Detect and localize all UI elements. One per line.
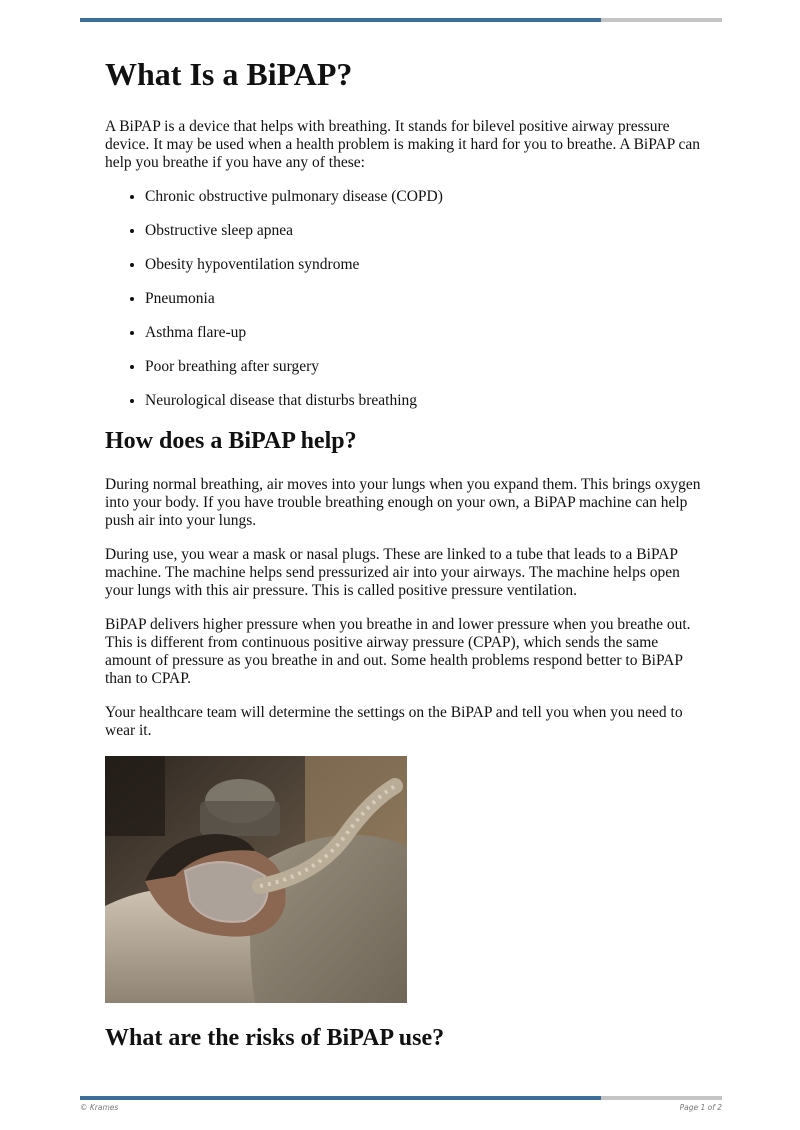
photo-illustration <box>105 756 407 1003</box>
header-rule-blue <box>80 18 601 22</box>
list-item: • Poor breathing after surgery <box>145 358 701 376</box>
footer-rule-blue <box>80 1096 601 1100</box>
list-item: • Pneumonia <box>145 290 701 308</box>
list-item: • Chronic obstructive pulmonary disease (COPD) <box>145 188 701 206</box>
copyright-text: © Krames <box>80 1103 119 1112</box>
bipap-patient-photo <box>105 756 407 1003</box>
footer-rule-gray <box>601 1096 722 1100</box>
footer-rule <box>80 1096 722 1100</box>
body-paragraph: Your healthcare team will determine the settings on the BiPAP and tell you when you need to wear it. <box>105 704 683 739</box>
list-item: • Asthma flare-up <box>145 324 701 342</box>
page-title: What Is a BiPAP? <box>105 56 353 92</box>
intro-paragraph: A BiPAP is a device that helps with breathing. It stands for bilevel positive airway pressure device. It may be used when a health problem is making it hard for you to breathe. A BiPAP can help you breathe if you have any of these: <box>105 118 701 171</box>
body-paragraph: During normal breathing, air moves into your lungs when you expand them. This brings oxygen into your body. If you have trouble breathing enough on your own, a BiPAP machine can help push air into your lungs. <box>105 476 701 529</box>
list-item: • Obesity hypoventilation syndrome <box>145 256 701 274</box>
section-heading-risks: What are the risks of BiPAP use? <box>105 1025 445 1051</box>
body-paragraph: During use, you wear a mask or nasal plugs. These are linked to a tube that leads to a BiPAP machine. The machine helps send pressurized air into your airways. The machine helps open your lungs with this air pressure. This is called positive pressure ventilation. <box>105 546 680 599</box>
page-number: Page 1 of 2 <box>679 1103 722 1112</box>
section-heading-how: How does a BiPAP help? <box>105 428 357 454</box>
list-item: • Neurological disease that disturbs breathing <box>145 392 701 410</box>
body-paragraph: BiPAP delivers higher pressure when you breathe in and lower pressure when you breathe out. This is different from continuous positive airway pressure (CPAP), which sends the same amount of pressure as you breathe in and out. Some health problems respond better to BiPAP than to CPAP. <box>105 616 691 687</box>
conditions-list <box>105 188 701 410</box>
header-rule-gray <box>601 18 722 22</box>
list-item: • Obstructive sleep apnea <box>145 222 701 240</box>
page-footer <box>80 1103 722 1112</box>
document-content <box>105 52 701 1073</box>
header-rule <box>80 18 722 22</box>
